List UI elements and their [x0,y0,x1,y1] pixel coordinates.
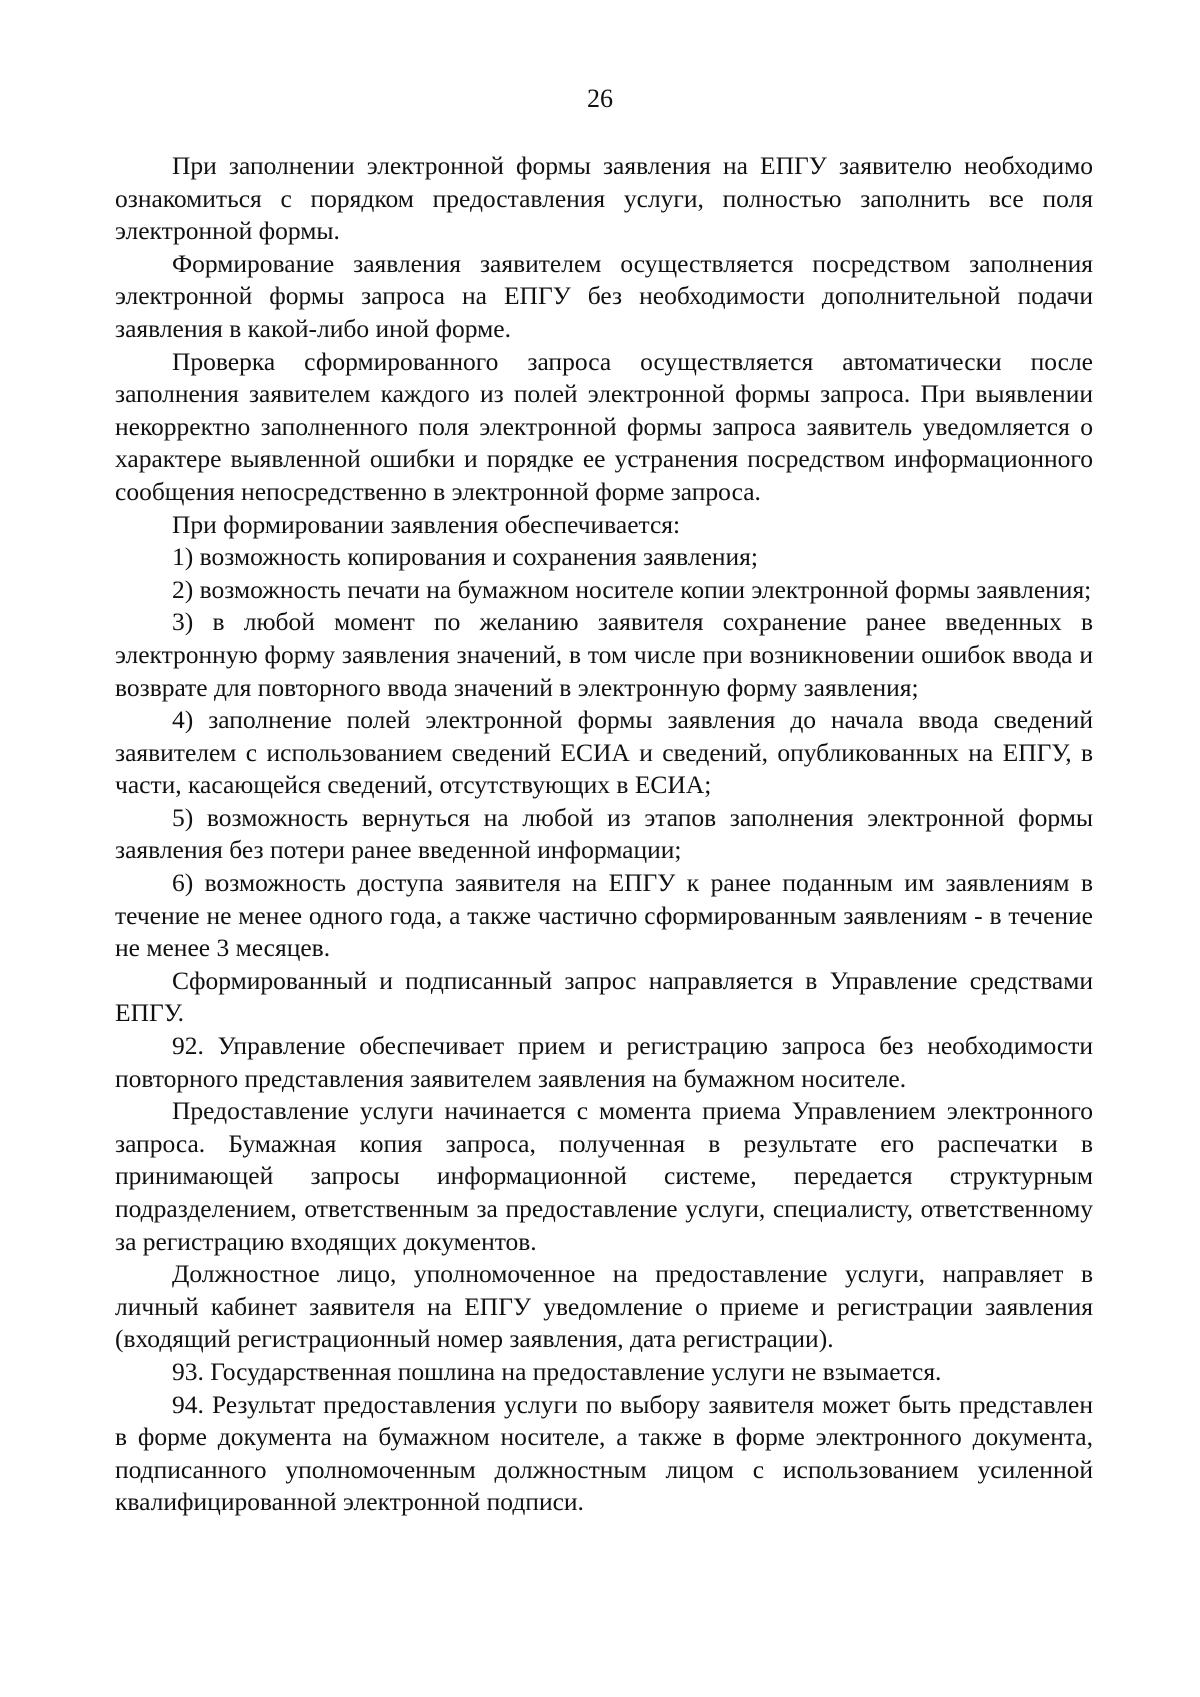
list-item-access-history: 6) возможность доступа заявителя на ЕПГУ к ранее поданным им заявлениям в течение не менее одного года, а также частично сформированным заявлениям - в течение не менее 3 месяцев. [115,868,1093,963]
body-text [115,150,1093,1519]
page-number: 26 [587,84,613,113]
paragraph-epgu-form-filling: При заполнении электронной формы заявления на ЕПГУ заявителю необходимо ознакомиться с порядком предоставления услуги, полностью заполнить все поля электронной формы. [115,151,1093,246]
paragraph-notification: Должностное лицо, уполномоченное на предоставление услуги, направляет в личный кабинет заявителя на ЕПГУ уведомление о приеме и регистрации заявления (входящий регистрационный номер заявления, дата регистрации). [115,1259,1093,1354]
list-item-print: 2) возможность печати на бумажном носителе копии электронной формы заявления; [172,574,1092,604]
paragraph-provided-features-intro: При формировании заявления обеспечивается: [172,509,681,539]
paragraph-service-start: Предоставление услуги начинается с момента приема Управлением электронного запроса. Бумажная копия запроса, полученная в результате его распечатки в принимающей запросы информационной системе, передается структурным подразделением, ответственным за предоставление услуги, специалисту, ответственному за регистрацию входящих документов. [115,1096,1093,1256]
list-item-save-values: 3) в любой момент по желанию заявителя сохранение ранее введенных в электронную форму заявления значений, в том числе при возникновении ошибок ввода и возврате для повторного ввода значений в электронную форму заявления; [115,607,1093,702]
list-item-return-to-step: 5) возможность вернуться на любой из этапов заполнения электронной формы заявления без потери ранее введенной информации; [115,802,1093,865]
paragraph-request-sent: Сформированный и подписанный запрос направляется в Управление средствами ЕПГУ. [115,965,1093,1028]
list-item-copy-save: 1) возможность копирования и сохранения заявления; [172,542,758,572]
list-item-esia-prefill: 4) заполнение полей электронной формы заявления до начала ввода сведений заявителем с использованием сведений ЕСИА и сведений, опубликованных на ЕПГУ, в части, касающейся сведений, отсутствующих в ЕСИА; [115,705,1093,800]
paragraph-clause-92: 92. Управление обеспечивает прием и регистрацию запроса без необходимости повторного представления заявителем заявления на бумажном носителе. [115,1031,1093,1093]
paragraph-clause-93: 93. Государственная пошлина на предоставление услуги не взымается. [172,1356,942,1386]
paragraph-application-forming: Формирование заявления заявителем осуществляется посредством заполнения электронной формы запроса на ЕПГУ без необходимости дополнительной подачи заявления в какой-либо иной форме. [115,248,1093,343]
paragraph-clause-94: 94. Результат предоставления услуги по выбору заявителя может быть представлен в форме документа на бумажном носителе, а также в форме электронного документа, подписанного уполномоченным должностным лицом с использованием усиленной квалифицированной электронной подписи. [115,1389,1093,1517]
paragraph-request-check: Проверка сформированного запроса осуществляется автоматически после заполнения заявителем каждого из полей электронной формы запроса. При выявлении некорректно заполненного поля электронной формы запроса заявитель уведомляется о характере выявленной ошибки и порядке ее устранения посредством информационного сообщения непосредственно в электронной форме запроса. [115,346,1093,506]
